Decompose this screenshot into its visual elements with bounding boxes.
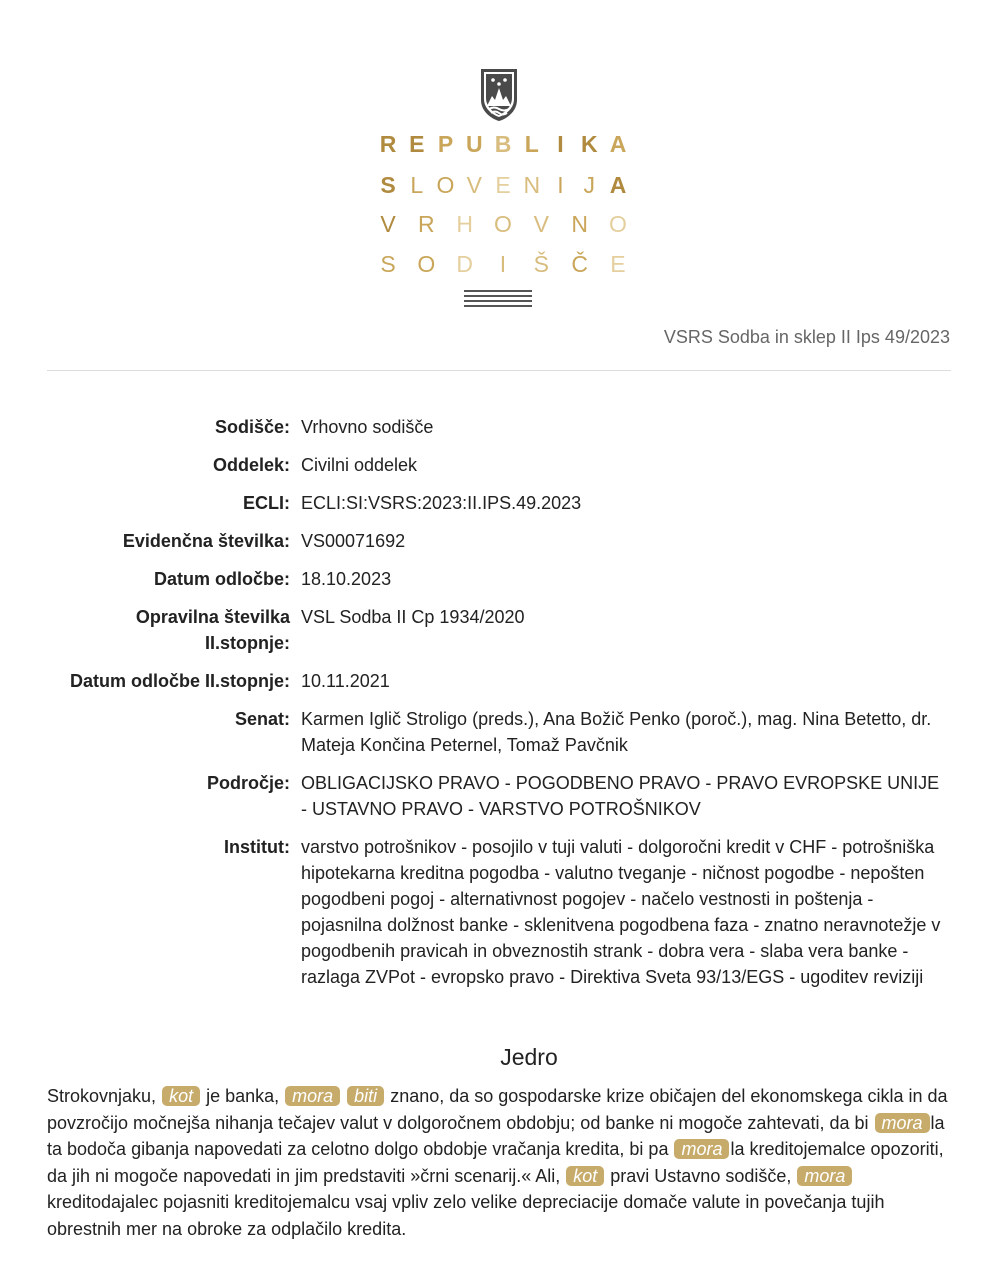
logo-slovenija: S L O V E N I J A xyxy=(380,172,627,198)
meta-value: ECLI:SI:VSRS:2023:II.IPS.49.2023 xyxy=(301,493,582,513)
logo-republika: R E P U B L I K A xyxy=(379,131,627,157)
meta-value: VSL Sodba II Cp 1934/2020 xyxy=(301,607,525,627)
text-run: pravi Ustavno sodišče, xyxy=(605,1165,797,1186)
meta-row-oddelek xyxy=(0,452,998,478)
logo-stripes xyxy=(464,290,532,310)
court-header xyxy=(0,0,998,347)
meta-value: varstvo potrošnikov - posojilo v tuji valuti - dolgoročni kredit v CHF - potrošniška hipotekarna kreditna pogodba - valutno tveganje - ničnost pogodbe - nepošten pogodbeni pogoj - alternativnost pogojev - načelo vestnosti in poštenja - pojasnilna dolžnost banke - sklenitvena pogodbena faza - znatno neravnotežje v pogodbenih pravicah in obveznostih strank - dobra vera - slaba vera banke - razlaga ZVPot - evropsko pravo - Direktiva Sveta 93/13/EGS - ugoditev reviziji xyxy=(301,837,941,987)
meta-label: Datum odločbe: xyxy=(153,569,290,589)
highlight-term: mora xyxy=(674,1139,729,1159)
meta-value: Vrhovno sodišče xyxy=(301,417,434,437)
text-run: je banka, xyxy=(201,1086,285,1106)
meta-value: 10.11.2021 xyxy=(301,671,390,691)
meta-row-senat xyxy=(0,706,998,758)
logo-sodisce: S O D I Š Č E xyxy=(380,251,626,277)
slovenian-coat-of-arms-icon xyxy=(478,66,520,122)
meta-value: 18.10.2023 xyxy=(301,569,392,589)
text-run: znano, da so gospodarske krize običajen del ekonomskega cikla in da povzročijo močnejša nihanja tečajev valut v dolgoročnem obdobju; od banke ni mogoče zahtevati, da bi xyxy=(47,1086,948,1133)
meta-value: VS00071692 xyxy=(301,531,406,551)
meta-value: Karmen Iglič Stroligo (preds.), Ana Božič Penko (poroč.), mag. Nina Betetto, dr. Mateja Končina Peternel, Tomaž Pavčnik xyxy=(301,709,932,755)
meta-value: OBLIGACIJSKO PRAVO - POGODBENO PRAVO - PRAVO EVROPSKE UNIJE - USTAVNO PRAVO - VARSTVO POTROŠNIKOV xyxy=(301,773,940,819)
meta-label: Senat: xyxy=(234,709,290,729)
logo-vrhovno: V R H O V N O xyxy=(380,211,627,237)
section-title-jedro: Jedro xyxy=(500,1044,558,1070)
text-run: kreditodajalec pojasniti kreditojemalcu vsaj vpliv zelo velike depreciacije domače valute in povečanja tujih obrestnih mer na obroke za odplačilo kredita. xyxy=(47,1192,885,1239)
meta-label: Evidenčna številka: xyxy=(122,531,290,551)
meta-label: Institut: xyxy=(224,837,290,857)
divider xyxy=(47,370,951,371)
meta-label: Sodišče: xyxy=(214,417,290,437)
highlight-term: mora xyxy=(875,1113,930,1133)
meta-label: ECLI: xyxy=(243,493,290,513)
text-run xyxy=(341,1086,346,1106)
jedro-paragraph xyxy=(47,1083,952,1242)
meta-label xyxy=(0,604,290,656)
meta-row-podrocje xyxy=(0,770,998,822)
meta-row-opravilna xyxy=(0,604,998,656)
meta-row-institut xyxy=(0,834,998,990)
highlight-term: kot xyxy=(566,1166,604,1186)
meta-label: Oddelek: xyxy=(212,455,290,475)
meta-label-line: II.stopnje: xyxy=(205,633,290,653)
highlight-term: kot xyxy=(162,1086,200,1106)
meta-row-ecli xyxy=(0,490,998,516)
meta-value: Civilni oddelek xyxy=(301,455,418,475)
metadata-table xyxy=(0,414,998,1002)
highlight-term: biti xyxy=(347,1086,384,1106)
meta-row-evidencna xyxy=(0,528,998,554)
document-id: VSRS Sodba in sklep II Ips 49/2023 xyxy=(663,327,950,347)
text-run: la ta bodoča gibanja napovedati za celotno dolgo obdobje vračanja kredita, bi pa xyxy=(47,1112,945,1159)
text-run: la kreditojemalce opozoriti, da jih ni mogoče napovedati in jim predstaviti »črni scenarij.« Ali, xyxy=(47,1139,944,1186)
meta-label-line: Opravilna številka xyxy=(135,607,290,627)
highlight-term: mora xyxy=(285,1086,340,1106)
meta-row-sodisce xyxy=(0,414,998,440)
highlight-term: mora xyxy=(797,1166,852,1186)
meta-label: Področje: xyxy=(206,773,290,793)
text-run: Strokovnjaku, xyxy=(47,1086,162,1106)
meta-row-datum-2 xyxy=(0,668,998,694)
meta-row-datum xyxy=(0,566,998,592)
meta-label: Datum odločbe II.stopnje: xyxy=(69,671,290,691)
